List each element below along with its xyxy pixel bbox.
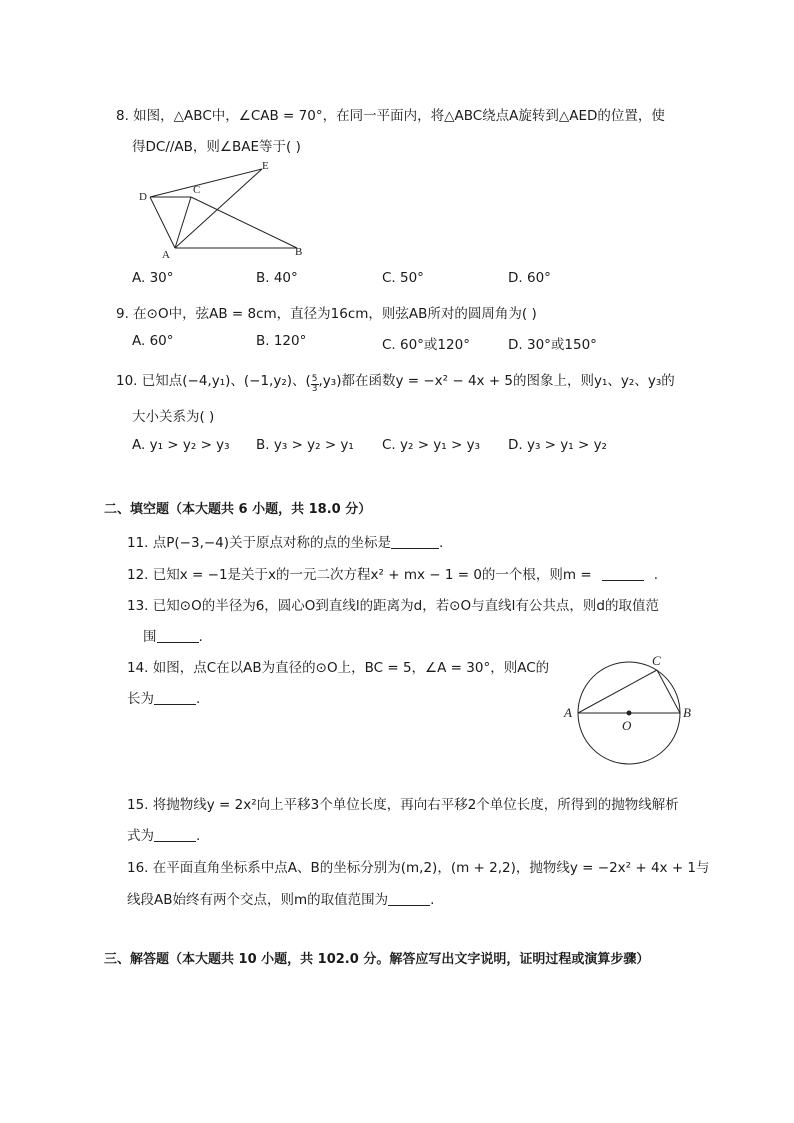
q11 [127, 531, 443, 551]
q8-option-c: C. 50° [382, 270, 424, 286]
q14-line2 [127, 687, 200, 707]
q12-end: . [653, 567, 658, 583]
q8-label-B: B [295, 246, 303, 258]
q10-option-b: B. y₃ > y₂ > y₁ [256, 437, 354, 453]
q13-blank [157, 630, 199, 643]
q9-option-c: C. 60°或120° [382, 337, 470, 353]
q8-line1: 8. 如图，△ABC中，∠CAB = 70°，在同一平面内，将△ABC绕点A旋转到△AED的位置，使 [116, 108, 665, 124]
section2-heading: 二、填空题（本大题共 6 小题，共 18.0 分） [104, 502, 372, 517]
q16-blank [388, 893, 430, 906]
q8-label-C: C [193, 184, 201, 196]
q16-line2-text: 线段AB始终有两个交点，则m的取值范围为 [127, 892, 389, 908]
q8-label-D: D [139, 191, 147, 203]
q12 [127, 563, 658, 583]
q14-line2-text: 长为 [127, 691, 154, 707]
q10-line1-part2: ,y₃)都在函数y = −x² − 4x + 5的图象上，则y₁、y₂、y₃的 [318, 373, 675, 389]
q9-option-d: D. 30°或150° [508, 337, 597, 353]
q10-line1 [116, 369, 675, 394]
q14-circle-figure [560, 650, 700, 765]
q13-line1: 13. 已知⊙O的半径为6，圆心O到直线l的距离为d，若⊙O与直线l有公共点，则d的取值范 [127, 598, 659, 614]
q14-blank [154, 692, 196, 705]
q15-blank [154, 829, 196, 842]
q8-option-a: A. 30° [132, 270, 174, 286]
q8-option-b: B. 40° [256, 270, 298, 286]
q9-line1: 9. 在⊙O中，弦AB = 8cm，直径为16cm，则弦AB所对的圆周角为( ) [116, 306, 537, 322]
q14-label-B: B [683, 705, 691, 720]
q8-triangle-figure [132, 155, 312, 265]
q15-line1: 15. 将抛物线y = 2x²向上平移3个单位长度，再向右平移2个单位长度，所得到的抛物线解析 [127, 797, 679, 813]
q16-line2 [127, 888, 434, 908]
q10-fraction [311, 375, 319, 394]
q8-label-A: A [162, 249, 170, 261]
q11-blank [391, 536, 439, 549]
q13-line2 [143, 625, 203, 645]
q14-label-C: C [652, 653, 661, 668]
q15-end: . [196, 828, 201, 844]
q10-line1-part1: 10. 已知点(−4,y₁)、(−1,y₂)、( [116, 373, 311, 389]
q8-option-d: D. 60° [508, 270, 551, 286]
q10-option-a: A. y₁ > y₂ > y₃ [132, 437, 230, 453]
q12-blank [602, 568, 644, 581]
q12-text: 12. 已知x = −1是关于x的一元二次方程x² + mx − 1 = 0的一个根，则m = [127, 567, 592, 583]
q10-line2: 大小关系为( ) [132, 409, 215, 425]
section3-heading: 三、解答题（本大题共 10 小题，共 102.0 分。解答应写出文字说明，证明过程或演算步骤） [104, 952, 650, 967]
q13-end: . [198, 629, 203, 645]
q10-option-d: D. y₃ > y₁ > y₂ [508, 437, 607, 453]
q10-option-c: C. y₂ > y₁ > y₃ [382, 437, 481, 453]
q11-end: . [439, 535, 444, 551]
q15-line2-text: 式为 [127, 828, 154, 844]
q14-label-A: A [564, 705, 572, 720]
q9-option-a: A. 60° [132, 333, 174, 349]
q8-line2: 得DC//AB，则∠BAE等于( ) [132, 139, 301, 155]
q15-line2 [127, 824, 200, 844]
q14-line1: 14. 如图，点C在以AB为直径的⊙O上，BC = 5，∠A = 30°，则AC的 [127, 660, 550, 676]
q10-fraction-numerator: 5 [311, 374, 318, 384]
q14-label-O: O [622, 718, 632, 733]
q9-option-b: B. 120° [256, 333, 307, 349]
q13-line2-text: 围 [143, 629, 157, 645]
q14-end: . [196, 691, 201, 707]
q11-text: 11. 点P(−3,−4)关于原点对称的点的坐标是 [127, 535, 392, 551]
q16-end: . [430, 892, 435, 908]
q8-label-E: E [262, 160, 269, 172]
q10-fraction-denominator: 3 [311, 384, 318, 394]
q16-line1: 16. 在平面直角坐标系中点A、B的坐标分别为(m,2)，(m + 2,2)，抛物线y = −2x² + 4x + 1与 [127, 860, 710, 876]
